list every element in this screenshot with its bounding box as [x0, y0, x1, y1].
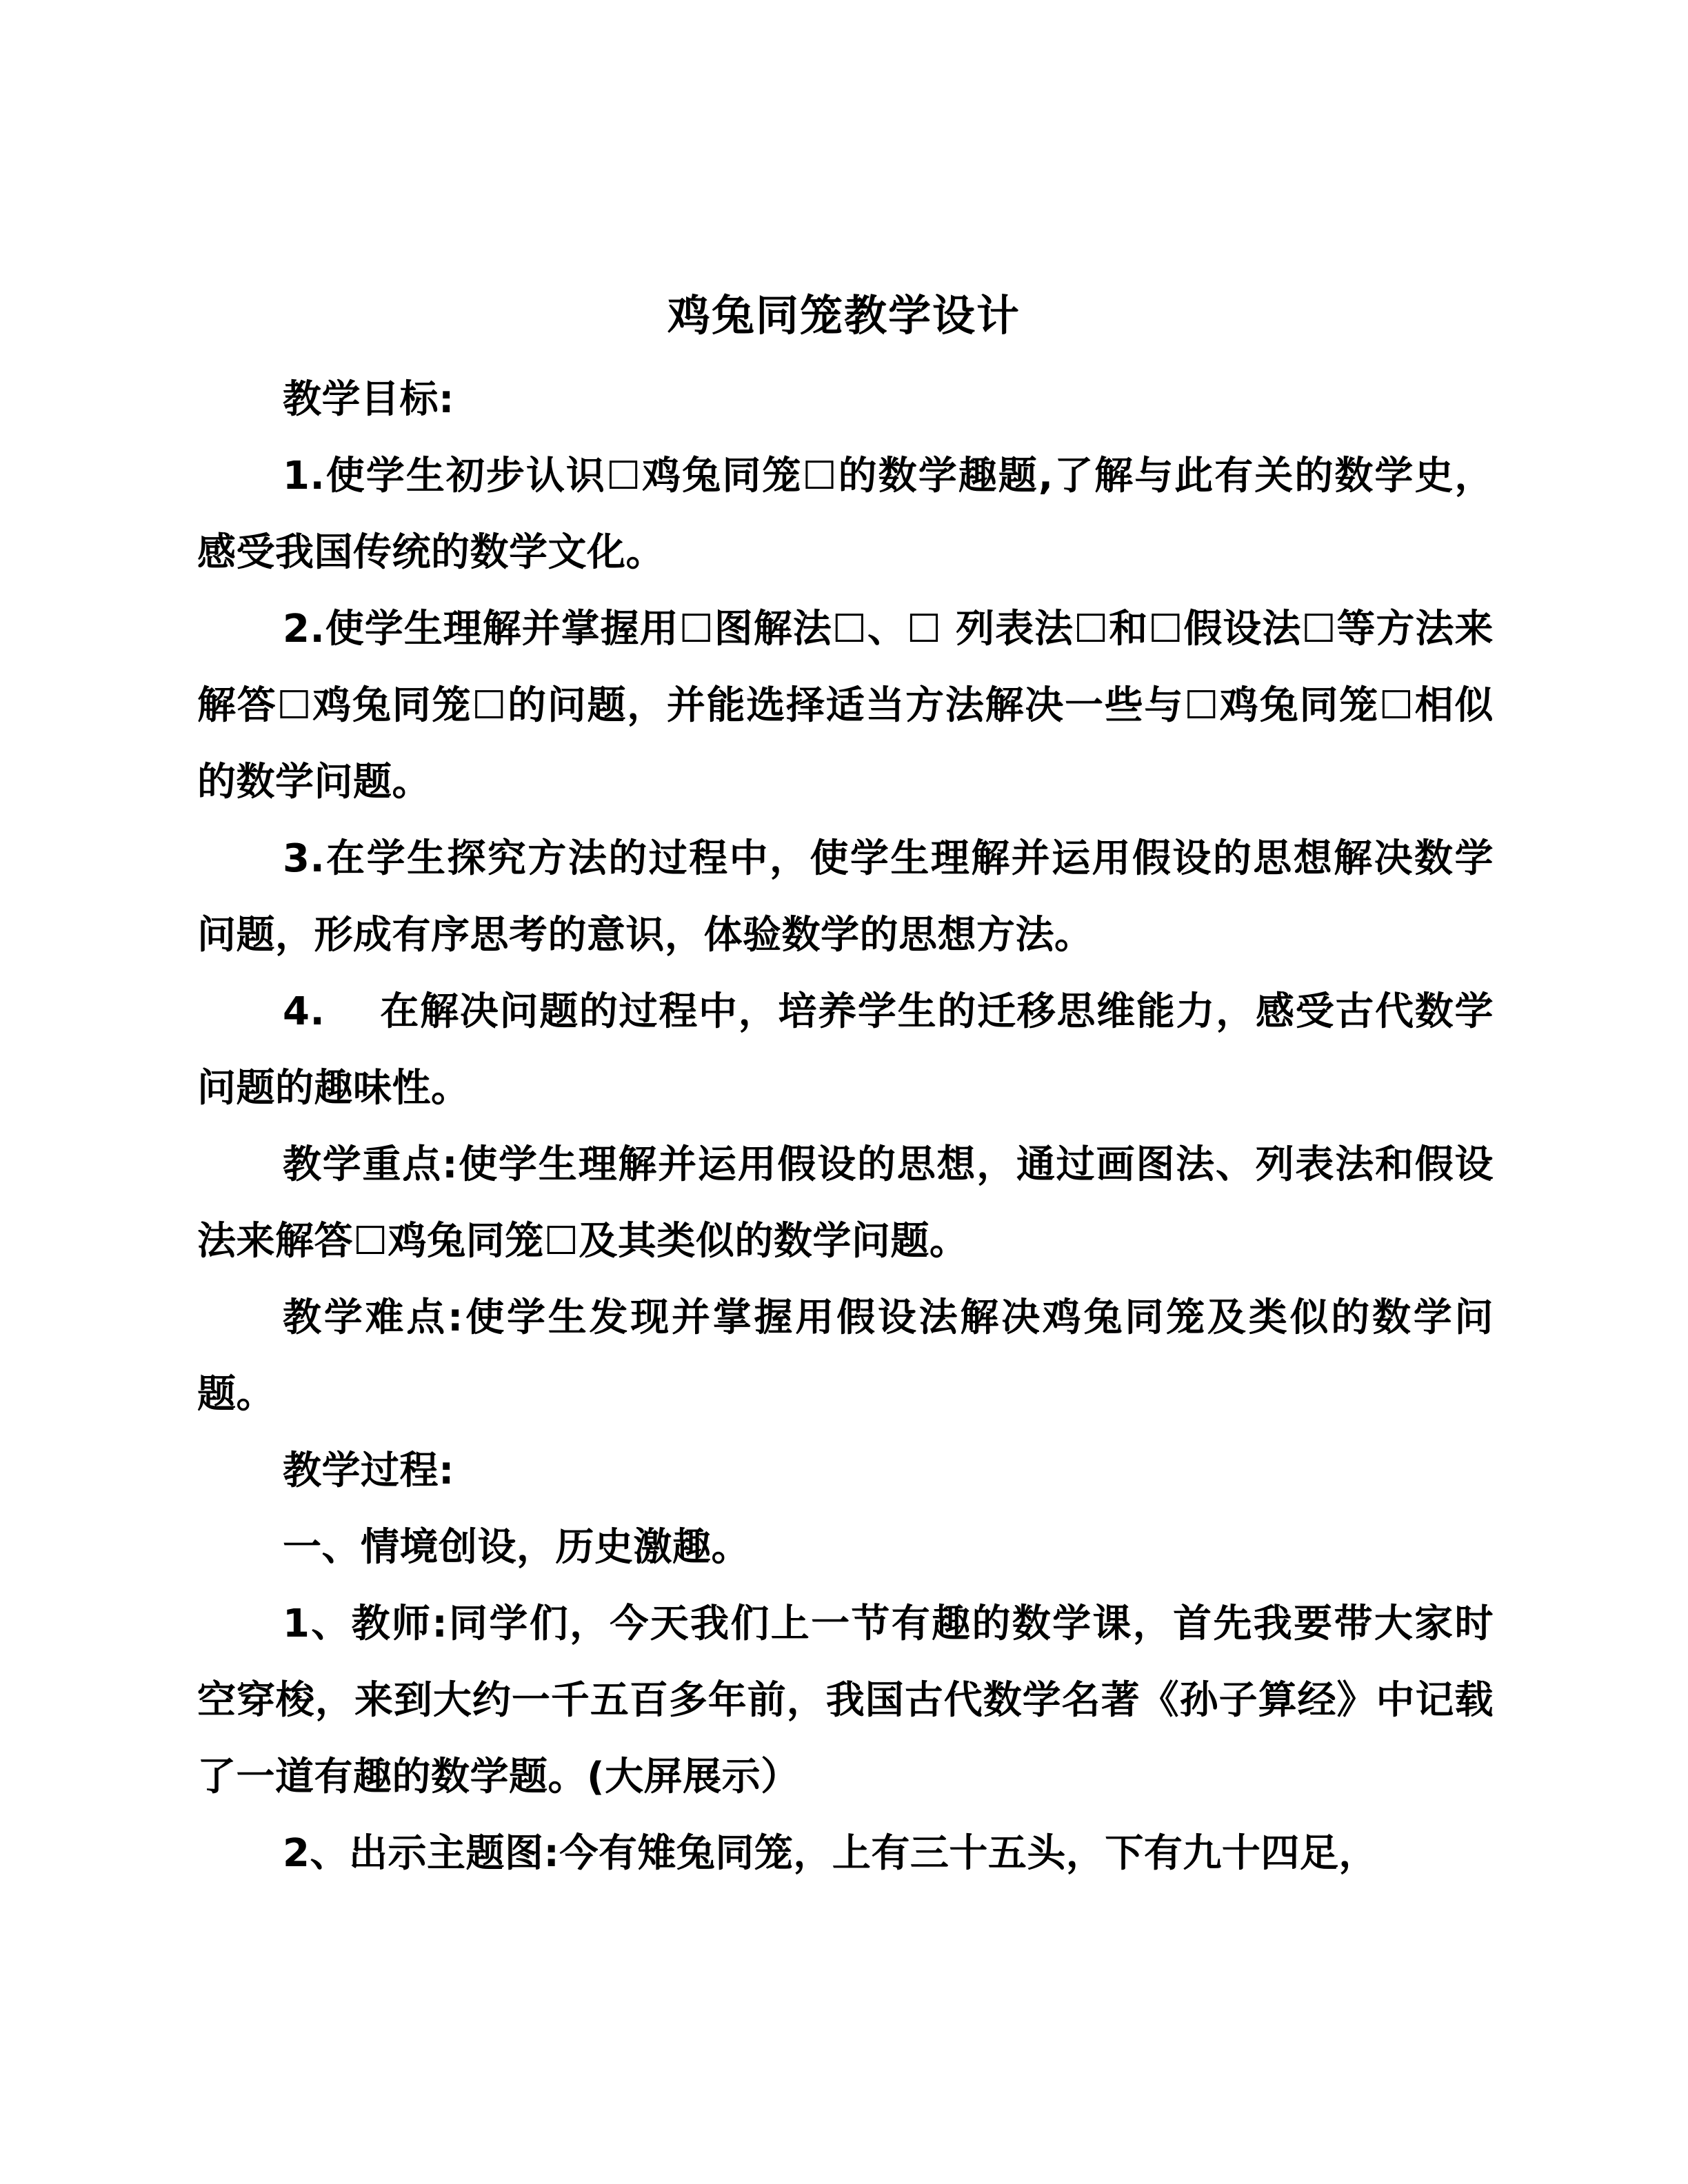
objective-item-3: 3.在学生探究方法的过程中，使学生理解并运用假设的思想解决数学问题，形成有序思考的意识，体验数学的思想方法。 — [197, 836, 1494, 958]
objective-item-4: 4. 在解决问题的过程中，培养学生的迁移思维能力，感受古代数学问题的趣味性。 — [197, 989, 1494, 1111]
difficulty-label: 教学难点: — [283, 1295, 463, 1340]
document-body — [197, 361, 1494, 1892]
section-1-item-1: 1、教师:同学们，今天我们上一节有趣的数学课，首先我要带大家时空穿梭，来到大约一千五百多年前，我国古代数学名著《孙子算经》中记载了一道有趣的数学题。(大屏展示） — [197, 1601, 1494, 1799]
key-point-label: 教学重点: — [283, 1142, 458, 1187]
objective-item-1: 1.使学生初步认识☐鸡兔同笼☐的数学趣题,了解与此有关的数学史，感受我国传统的数学文化。 — [197, 454, 1494, 575]
difficulty-text: 使学生发现并掌握用假设法解决鸡兔同笼及类似的数学问题。 — [197, 1295, 1494, 1417]
section-1-heading: 一、情境创设，历史激趣。 — [283, 1525, 750, 1570]
section-1-item-2: 2、出示主题图:今有雉兔同笼，上有三十五头，下有九十四足， — [283, 1831, 1378, 1876]
objective-item-2: 2.使学生理解并掌握用☐图解法☐、☐ 列表法☐和☐假设法☐等方法来解答☐鸡兔同笼☐的问题，并能选择适当方法解决一些与☐鸡兔同笼☐相似的数学问题。 — [197, 607, 1494, 805]
document-title: 鸡兔同笼教学设计 — [667, 290, 1021, 341]
objectives-heading: 教学目标: — [283, 377, 454, 422]
process-heading: 教学过程: — [283, 1448, 454, 1493]
key-point-text: 使学生理解并运用假设的思想，通过画图法、列表法和假设法来解答☐鸡兔同笼☐及其类似的数学问题。 — [197, 1142, 1494, 1264]
difficulty-paragraph — [197, 1280, 1494, 1433]
key-point-paragraph — [197, 1126, 1494, 1280]
